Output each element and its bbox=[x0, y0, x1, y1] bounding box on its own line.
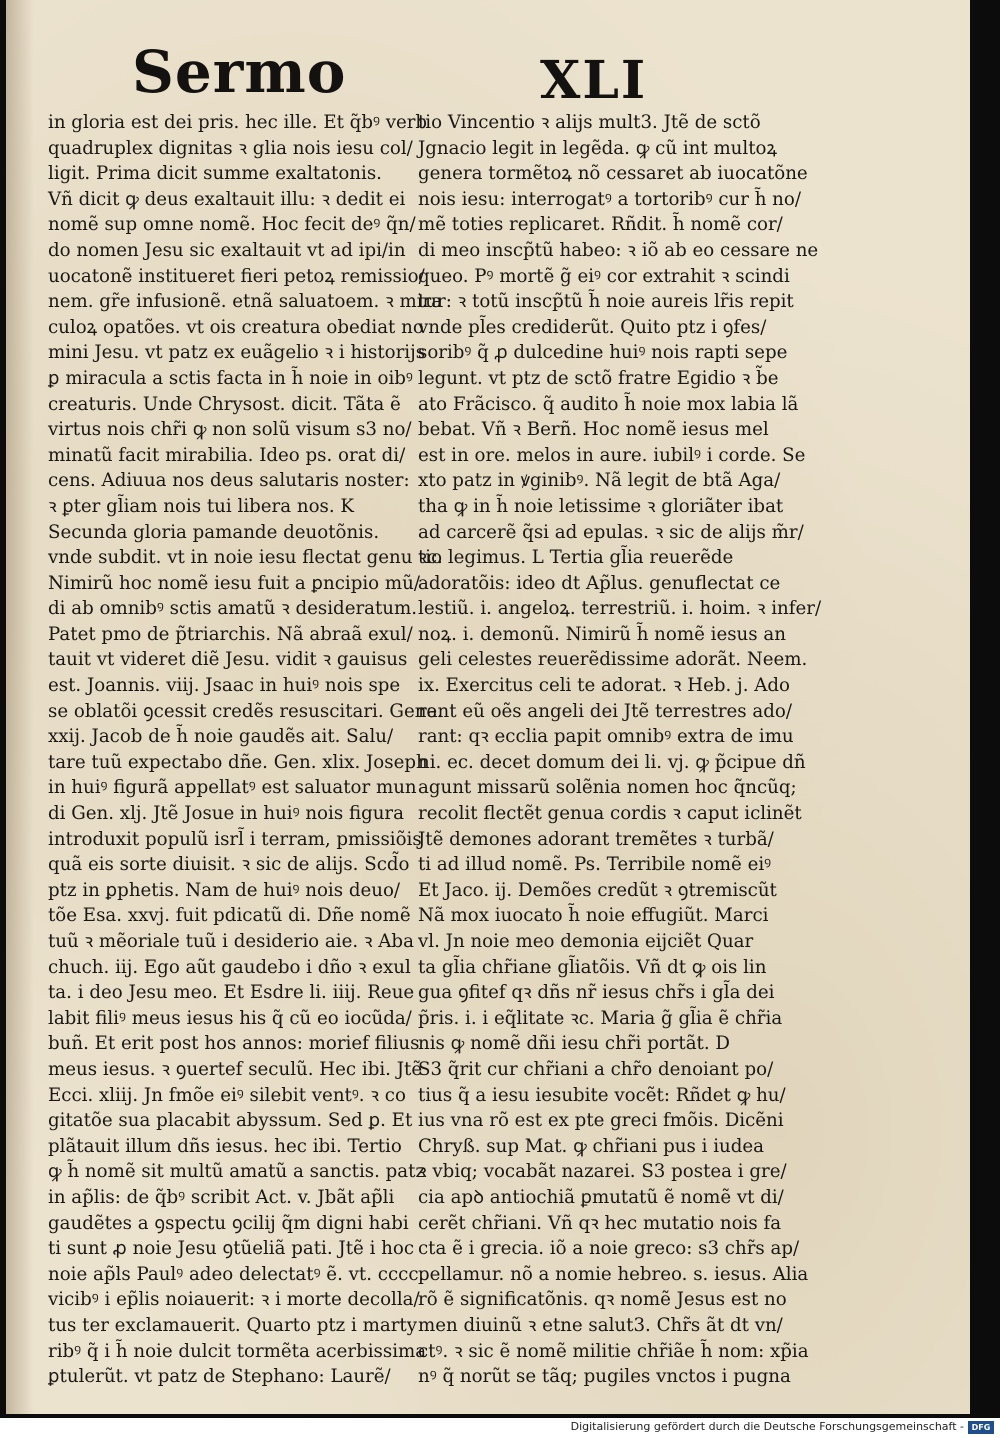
text-line: ribꝰ q̃ i h̃ noie dulcit tormẽta acerbissima bbox=[48, 1340, 427, 1362]
text-line: rõ ẽ significatõnis. qꝛ nomẽ Jesus est no bbox=[418, 1289, 787, 1311]
text-line: Vñ dicit ꝙ deus exaltauit illu: ꝛ dedit ei bbox=[48, 188, 406, 210]
text-line: vnde subdit. vt in noie iesu flectat genu ꝛc. bbox=[48, 547, 443, 569]
text-line: quadruplex dignitas ꝛ glia nois iesu col/ bbox=[48, 137, 413, 159]
text-line: Secunda gloria pamande deuotõnis. bbox=[48, 521, 380, 543]
text-line: soribꝰ q̃ ꝓ dulcedine huiꝰ nois rapti sepe bbox=[418, 342, 788, 364]
text-line: in huiꝰ figurã appellatꝰ est saluator mun bbox=[48, 777, 417, 799]
text-line: nis ꝙ nomẽ dñi iesu chr̃i portãt. D bbox=[418, 1033, 730, 1055]
text-line: ni. ec. decet domum dei li. vj. ꝙ p̃cipue dñ bbox=[418, 751, 806, 773]
text-line: do nomen Jesu sic exaltauit vt ad ipi/in bbox=[48, 239, 406, 261]
text-line: meus iesus. ꝛ ꝯuertef seculũ. Hec ibi. Jtẽ bbox=[48, 1058, 423, 1080]
text-line: tio Vincentio ꝛ alijs mult3. Jtẽ de sctõ bbox=[418, 112, 761, 133]
text-line: virtus nois chr̃i ꝙ non solũ visum s3 no/ bbox=[48, 419, 412, 441]
text-line: tuũ ꝛ mẽoriale tuũ i desiderio aie. ꝛ Aba bbox=[48, 931, 414, 952]
text-line: ꝛ ꝑter gl̃iam nois tui libera nos. K bbox=[48, 495, 355, 517]
text-line: uocatonẽ institueret fieri petoꝝ remissio/ bbox=[48, 265, 425, 287]
text-line: Chryß. sup Mat. ꝙ chr̃iani pus i iudea bbox=[418, 1135, 764, 1157]
text-line: ꝙ h̃ nomẽ sit multũ amatũ a sanctis. patz bbox=[48, 1161, 426, 1183]
text-line: lestiũ. i. angeloꝝ. terrestriũ. i. hoim. ꝛ infer/ bbox=[418, 598, 822, 620]
text-line: vicibꝰ i ep̃lis noiauerit: ꝛ i morte decolla/ bbox=[48, 1289, 420, 1311]
text-line: vnde pl̃es crediderũt. Quito ptz i ꝯfes/ bbox=[418, 316, 767, 338]
text-line: cens. Adiuua nos deus salutaris noster: bbox=[48, 470, 410, 492]
text-line: mẽ toties replicaret. Rñdit. h̃ nomẽ cor/ bbox=[418, 214, 783, 236]
text-line: pellamur. nõ a nomie hebreo. s. iesus. Alia bbox=[418, 1263, 809, 1285]
folio-number: XLI bbox=[540, 50, 648, 111]
text-line: cerẽt chr̃iani. Vñ qꝛ hec mutatio nois fa bbox=[418, 1212, 782, 1234]
text-line: ptz in ꝑphetis. Nam de huiꝰ nois deuo/ bbox=[48, 879, 401, 901]
text-line: ti sunt ꝓ noie Jesu ꝯtũeliã pati. Jtẽ i hoc bbox=[48, 1238, 415, 1260]
text-line: recolit flectẽt genua cordis ꝛ caput iclinẽt bbox=[418, 803, 802, 825]
text-line: se oblatõi ꝯcessit credẽs resuscitari. Gene. bbox=[48, 700, 443, 722]
text-line: tha ꝙ in h̃ noie letissime ꝛ gloriãter ibat bbox=[418, 495, 784, 517]
text-line: gaudẽtes a ꝯspectu ꝯcilij q̃m digni habi bbox=[48, 1212, 409, 1234]
text-line: noꝝ. i. demonũ. Nimirũ h̃ nomẽ iesus an bbox=[418, 623, 786, 645]
text-line: p̃ris. i. i eq̃litate ꝛc. Maria g̃ gl̃ia ẽ chr̃ia bbox=[418, 1007, 783, 1029]
text-line: ad carcerẽ q̃si ad epulas. ꝛ sic de alijs m̃r/ bbox=[418, 521, 804, 543]
text-line: tio legimus. L Tertia gl̃ia reuerẽde bbox=[418, 547, 734, 569]
text-line: genera tormẽtoꝝ nõ cessaret ab iuocatõne bbox=[418, 163, 808, 185]
text-line: minatũ facit mirabilia. Ideo ps. orat di/ bbox=[48, 444, 406, 466]
text-line: Ecci. xliij. Jn fmõe eiꝰ silebit ventꝰ. ꝛ co bbox=[48, 1084, 406, 1106]
text-line: noie ap̃ls Paulꝰ adeo delectatꝰ ẽ. vt. cccc. bbox=[48, 1263, 425, 1285]
running-head-title: Sermo bbox=[132, 38, 347, 106]
text-line: est. Joannis. viij. Jsaac in huiꝰ nois spe bbox=[48, 675, 401, 697]
text-line: agunt missarũ solẽnia nomen hoc q̃ncũq; bbox=[418, 777, 797, 799]
text-line: plãtauit illum dñs iesus. hec ibi. Tertio bbox=[48, 1135, 402, 1157]
text-line: Et Jaco. ij. Demões credũt ꝛ ꝯtremiscũt bbox=[418, 879, 777, 901]
text-line: creaturis. Unde Chrysost. dicit. Tãta ẽ bbox=[48, 393, 401, 415]
text-line: geli celestes reuerẽdissime adorãt. Neem. bbox=[418, 649, 808, 671]
text-line: Patet pmo de p̃triarchis. Nã abraã exul/ bbox=[48, 623, 413, 645]
text-line: mini Jesu. vt patz ex euãgelio ꝛ i historijs bbox=[48, 342, 426, 364]
text-line: tare tuũ expectabo dñe. Gen. xlix. Joseph bbox=[48, 751, 428, 773]
text-line: ix. Exercitus celi te adorat. ꝛ Heb. j. Ado bbox=[418, 675, 790, 697]
text-line: vl. Jn noie meo demonia eijciẽt Quar bbox=[418, 931, 754, 952]
text-line: ctꝰ. ꝛ sic ẽ nomẽ militie chr̃iãe h̃ nom: xp̃ia bbox=[418, 1340, 809, 1362]
text-line: di ab omnibꝰ sctis amatũ ꝛ desideratum. bbox=[48, 598, 418, 620]
text-line: S3 q̃rit cur chr̃iani a chr̃o denoiant po/ bbox=[418, 1058, 774, 1080]
text-line: Jgnacio legit in legẽda. ꝙ cũ int multoꝝ bbox=[418, 137, 777, 159]
text-line: Nimirũ hoc nomẽ iesu fuit a ꝑncipio mũ/ bbox=[48, 572, 420, 594]
text-line: legunt. vt ptz de sctõ fratre Egidio ꝛ b̃e bbox=[418, 367, 779, 389]
text-line: di Gen. xlj. Jtẽ Josue in huiꝰ nois figura bbox=[48, 803, 404, 825]
text-line: quã eis sorte diuisit. ꝛ sic de alijs. Scd̃o bbox=[48, 854, 410, 876]
text-line: ligit. Prima dicit summe exaltatonis. bbox=[48, 163, 382, 185]
text-line: tauit vt videret diẽ Jesu. vidit ꝛ gauisus bbox=[48, 649, 408, 671]
text-line: buñ. Et erit post hos annos: morief filius bbox=[48, 1033, 420, 1055]
text-line: chuch. iij. Ego aũt gaudebo i dño ꝛ exul bbox=[48, 956, 411, 978]
text-line: rant: qꝛ ecclia papit omnibꝰ extra de imu bbox=[418, 726, 794, 748]
text-line: in gloria est dei pris. hec ille. Et q̃bꝰ verb bbox=[48, 112, 428, 133]
text-line: ꝑtulerũt. vt patz de Stephano: Laurẽ/ bbox=[48, 1366, 391, 1388]
text-line: ꝛ vbiq; vocabãt nazarei. S3 postea i gre/ bbox=[418, 1161, 787, 1183]
gutter-shadow bbox=[6, 0, 34, 1414]
text-line: ta gl̃ia chr̃iane gl̃iatõis. Vñ dt ꝙ ois lin bbox=[418, 956, 767, 978]
text-line: queo. Pꝰ mortẽ g̃ eiꝰ cor extrahit ꝛ scindi bbox=[418, 265, 790, 287]
text-line: nꝰ q̃ norũt se tãq; pugiles vnctos i pugna bbox=[418, 1366, 791, 1388]
right-text-column bbox=[418, 110, 822, 1390]
text-line: ius vna rõ est ex pte greci fmõis. Dicẽni bbox=[418, 1110, 784, 1132]
text-line: tõe Esa. xxvj. fuit pdicatũ di. Dñe nomẽ bbox=[48, 905, 411, 927]
text-line: rant eũ oẽs angeli dei Jtẽ terrestres ado/ bbox=[418, 700, 792, 722]
text-line: di meo inscp̃tũ habeo: ꝛ iõ ab eo cessare ne bbox=[418, 239, 819, 261]
text-line: ꝑ miracula a sctis facta in h̃ noie in oibꝰ bbox=[48, 367, 413, 389]
dfg-logo: DFG bbox=[968, 1421, 994, 1434]
text-line: ti ad illud nomẽ. Ps. Terribile nomẽ eiꝰ bbox=[418, 854, 772, 876]
text-line: Nã mox iuocato h̃ noie effugiũt. Marci bbox=[418, 905, 769, 927]
text-line: xxij. Jacob de h̃ noie gaudẽs ait. Salu/ bbox=[48, 726, 394, 748]
text-line: tur: ꝛ totũ inscp̃tũ h̃ noie aureis lr̃is repit bbox=[418, 291, 794, 313]
text-line: nomẽ sup omne nomẽ. Hoc fecit deꝰ q̃n/ bbox=[48, 214, 416, 236]
text-line: tius q̃ a iesu iesubite vocẽt: Rñdet ꝙ hu/ bbox=[418, 1084, 786, 1106]
text-line: men diuinũ ꝛ etne salut3. Chr̃s ãt dt vn/ bbox=[418, 1314, 783, 1336]
text-line: labit filiꝰ meus iesus his q̃ cũ eo iocũda/ bbox=[48, 1007, 412, 1029]
text-line: adoratõis: ideo dt Ap̃lus. genuflectat ce bbox=[418, 572, 781, 594]
text-line: culoꝝ opatões. vt ois creatura obediat no bbox=[48, 316, 424, 338]
text-line: est in ore. melos in aure. iubilꝰ i corde. Se bbox=[418, 444, 806, 466]
text-line: ta. i deo Jesu meo. Et Esdre li. iiij. Reue bbox=[48, 982, 415, 1004]
text-line: bebat. Vñ ꝛ Berñ. Hoc nomẽ iesus mel bbox=[418, 419, 769, 441]
text-line: cia apꝺ antiochiã ꝑmutatũ ẽ nomẽ vt di/ bbox=[418, 1186, 784, 1208]
footer-bar bbox=[0, 1418, 1000, 1438]
funding-notice: Digitalisierung gefördert durch die Deutsche Forschungsgemeinschaft - bbox=[570, 1420, 964, 1433]
text-line: Jtẽ demones adorant tremẽtes ꝛ turbã/ bbox=[418, 828, 774, 850]
text-line: tus ter exclamauerit. Quarto ptz i marty bbox=[48, 1314, 417, 1336]
text-line: ato Frãcisco. q̃ audito h̃ noie mox labia lã bbox=[418, 393, 799, 415]
left-text-column bbox=[48, 110, 443, 1390]
text-line: cta ẽ i grecia. iõ a noie greco: s3 chr̃s ap/ bbox=[418, 1238, 800, 1260]
text-line: nem. gr̃e infusionẽ. etnã saluatoem. ꝛ mira bbox=[48, 291, 443, 313]
text-line: xto patz in ꝟginibꝰ. Nã legit de btã Aga/ bbox=[418, 470, 781, 492]
text-line: nois iesu: interrogatꝰ a tortoribꝰ cur h̃ no/ bbox=[418, 188, 801, 210]
text-line: introduxit populũ isrl̃ i terram, pmissiõis bbox=[48, 828, 422, 850]
text-line: in ap̃lis: de q̃bꝰ scribit Act. v. Jbãt ap̃li bbox=[48, 1186, 395, 1208]
text-line: gua ꝯfitef qꝛ dñs nr̃ iesus chr̃s i gl̃a dei bbox=[418, 982, 775, 1004]
text-line: gitatõe sua placabit abyssum. Sed ꝑ. Et bbox=[48, 1110, 413, 1132]
